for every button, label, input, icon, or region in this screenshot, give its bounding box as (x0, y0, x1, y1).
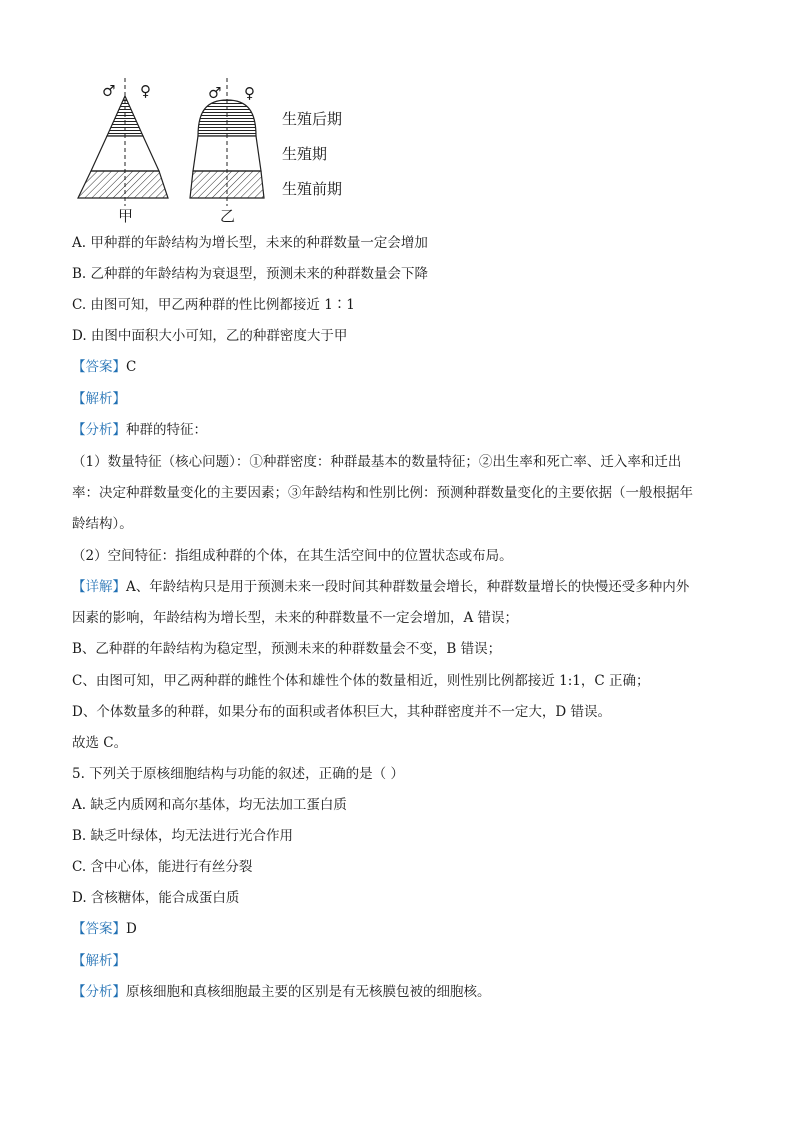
q5-option-b: B. 缺乏叶绿体，均无法进行光合作用 (72, 828, 294, 844)
q4-fenxi-line (72, 420, 207, 440)
q4-answer-line (72, 357, 136, 377)
q5-jiexi-tag: 【解析】 (72, 953, 126, 969)
q4-conclusion: 故选 C。 (72, 735, 128, 751)
label-jia: 甲 (118, 207, 134, 225)
q4-detail-line: B、乙种群的年龄结构为稳定型，预测未来的种群数量会不变，B 错误； (72, 641, 502, 657)
q5-answer-line (72, 919, 137, 939)
q4-point-line: （1）数量特征（核心问题）：①种群密度：种群最基本的数量特征；②出生率和死亡率、迁入率和迁出 (72, 454, 682, 470)
q4-option-c: C. 由图可知，甲乙两种群的性比例都接近 1∶1 (72, 297, 355, 313)
fenxi-tag: 【分析】 (72, 422, 126, 438)
q4-detail-line: 因素的影响，年龄结构为增长型，未来的种群数量不一定会增加，A 错误； (72, 610, 519, 626)
q4-point-line: （2）空间特征：指组成种群的个体，在其生活空间中的位置状态或布局。 (72, 548, 513, 564)
answer-value: D (126, 921, 137, 937)
fenxi-tag: 【分析】 (72, 984, 126, 1000)
label-pre-reproductive: 生殖前期 (282, 180, 343, 198)
q5-stem: 5. 下列关于原核细胞结构与功能的叙述，正确的是（ ） (72, 766, 404, 782)
yi-female-symbol: ♀ (244, 84, 255, 102)
q4-option-b: B. 乙种群的年龄结构为衰退型，预测未来的种群数量会下降 (72, 266, 429, 282)
q5-fenxi-line (72, 982, 491, 1002)
answer-tag: 【答案】 (72, 921, 126, 937)
q4-detail-line: D、个体数量多的种群，如果分布的面积或者体积巨大，其种群密度并不一定大，D 错误。 (72, 704, 611, 720)
q4-point-line: 龄结构）。 (72, 516, 133, 532)
q5-option-a: A. 缺乏内质网和高尔基体，均无法加工蛋白质 (72, 797, 347, 813)
fenxi-text: 种群的特征： (126, 422, 207, 438)
jia-male-symbol: ♂ (102, 82, 116, 100)
q5-option-d: D. 含核糖体，能合成蛋白质 (72, 890, 240, 906)
q4-option-d: D. 由图中面积大小可知，乙的种群密度大于甲 (72, 328, 348, 344)
label-reproductive: 生殖期 (282, 145, 328, 163)
detail-tag: 【详解】 (72, 579, 126, 595)
label-yi: 乙 (220, 207, 236, 225)
jia-female-symbol: ♀ (140, 82, 151, 100)
answer-value: C (126, 359, 137, 375)
jia-pre-band (78, 171, 168, 198)
age-pyramid-figure (70, 78, 370, 228)
answer-tag: 【答案】 (72, 359, 126, 375)
q5-option-c: C. 含中心体，能进行有丝分裂 (72, 859, 253, 875)
yi-male-symbol: ♂ (208, 84, 222, 102)
label-post-reproductive: 生殖后期 (282, 110, 343, 128)
q4-jiexi-tag: 【解析】 (72, 391, 126, 407)
q4-point-line: 率：决定种群数量变化的主要因素；③年龄结构和性别比例：预测种群数量变化的主要依据（一般根据年 (72, 485, 693, 501)
detail-text: A、年龄结构只是用于预测未来一段时间其种群数量会增长，种群数量增长的快慢还受多种内外 (126, 579, 690, 595)
fenxi-text: 原核细胞和真核细胞最主要的区别是有无核膜包被的细胞核。 (126, 984, 491, 1000)
q4-detail-line (72, 577, 689, 597)
q4-detail-line: C、由图可知，甲乙两种群的雌性个体和雄性个体的数量相近，则性别比例都接近 1:1，C 正确； (72, 673, 650, 689)
q4-option-a: A. 甲种群的年龄结构为增长型，未来的种群数量一定会增加 (72, 235, 428, 251)
